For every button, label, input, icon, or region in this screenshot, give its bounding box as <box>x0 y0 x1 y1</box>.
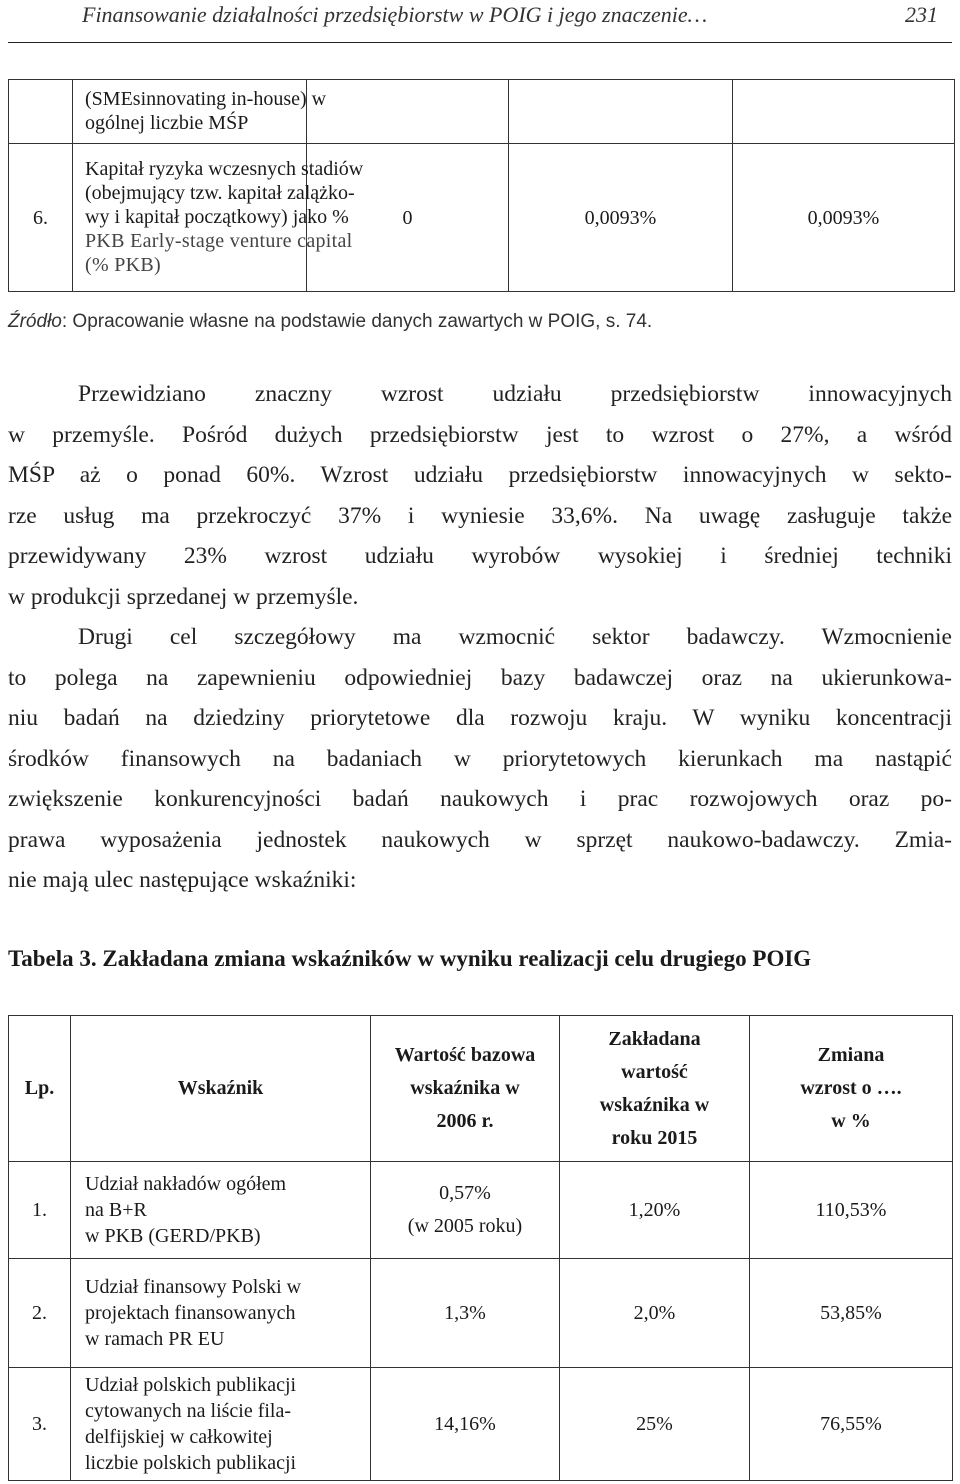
indicator-line: PKB Early-stage venture capital <box>85 229 353 252</box>
indicator-line: cytowanych na liście fila- <box>85 1400 292 1422</box>
base-line: 0,57% <box>439 1182 491 1204</box>
cell-change: 53,85% <box>750 1259 953 1368</box>
cell-change: 76,55% <box>750 1368 953 1481</box>
indicator-line: projektach finansowanych <box>85 1302 296 1324</box>
paragraph-line: Przewidziano znaczny wzrost udziału przedsiębiorstw innowacyjnych <box>78 381 952 407</box>
table-cell-target: 0,0093% <box>509 144 733 292</box>
cell-indicator <box>71 1259 371 1368</box>
paragraph-line: niu badań na dziedziny priorytetowe dla rozwoju kraju. W wyniku koncentracji <box>8 705 952 731</box>
paragraph-line: w produkcji sprzedanej w przemyśle. <box>8 583 359 610</box>
paragraph-line: środków finansowych na badaniach w priorytetowych kierunkach ma nastąpić <box>8 745 952 772</box>
table-row <box>9 1162 953 1259</box>
paragraph-line: MŚP aż o ponad 60%. Wzrost udziału przedsiębiorstw innowacyjnych w sekto- <box>8 462 952 488</box>
table-cell-base: 0 <box>307 144 509 292</box>
indicator-line: wy i kapitał początkowy) jako % <box>85 205 349 228</box>
cell-lp: 1. <box>9 1162 71 1259</box>
header-line: wskaźnika w <box>410 1077 520 1099</box>
table-cell-lp <box>9 80 73 144</box>
header-line: Zmiana <box>817 1044 885 1066</box>
paragraph-line: nie mają ulec następujące wskaźniki: <box>8 867 357 893</box>
indicator-line: delfijskiej w całkowitej <box>85 1426 273 1448</box>
header-line: wskaźnika w <box>599 1093 710 1116</box>
paragraph-line: prawa wyposażenia jednostek naukowych w sprzęt naukowo-badawczy. Zmia- <box>8 826 952 853</box>
table-continued <box>8 79 955 292</box>
cell-indicator <box>71 1368 371 1481</box>
cell-target: 2,0% <box>560 1259 750 1368</box>
table-row <box>9 1259 953 1368</box>
paragraph-2 <box>8 617 952 901</box>
header-line: roku 2015 <box>611 1126 698 1149</box>
header-base <box>371 1016 560 1162</box>
table-cell-base <box>307 80 509 144</box>
table-header-row <box>9 1016 953 1162</box>
table-caption: Tabela 3. Zakładana zmiana wskaźników w wyniku realizacji celu drugiego POIG <box>8 946 812 971</box>
cell-base <box>371 1162 560 1259</box>
header-line: 2006 r. <box>436 1110 494 1132</box>
running-header <box>8 0 952 43</box>
table-cell-change <box>733 80 955 144</box>
paragraph-line: zwiększenie konkurencyjności badań naukowych i prac rozwojowych oraz po- <box>8 786 952 812</box>
table-row <box>9 144 955 292</box>
cell-indicator <box>71 1162 371 1259</box>
indicator-line: (obejmujący tzw. kapitał zalążko- <box>85 181 355 204</box>
header-change <box>750 1016 953 1162</box>
table-cell-indicator <box>73 144 364 292</box>
header-lp: Lp. <box>9 1016 71 1162</box>
header-line: Wartość bazowa <box>394 1044 536 1066</box>
cell-base: 1,3% <box>371 1259 560 1368</box>
indicator-line: Udział finansowy Polski w <box>85 1276 302 1298</box>
cell-change: 110,53% <box>750 1162 953 1259</box>
indicator-line: Udział nakładów ogółem <box>85 1173 287 1195</box>
table-row <box>9 1368 953 1481</box>
paragraph-1 <box>8 374 952 617</box>
cell-target: 1,20% <box>560 1162 750 1259</box>
cell-base: 14,16% <box>371 1368 560 1481</box>
header-line: wartość <box>621 1060 688 1083</box>
source-label: Źródło <box>8 311 62 332</box>
indicator-line: w ramach PR EU <box>85 1328 225 1350</box>
header-indicator: Wskaźnik <box>71 1016 371 1162</box>
running-header-title: Finansowanie działalności przedsiębiorstw w POIG i jego znaczenie… <box>82 2 708 27</box>
paragraph-line: rze usług ma przekroczyć 37% i wyniesie 33,6%. Na uwagę zasługuje także <box>8 502 952 529</box>
page-number: 231 <box>905 2 938 27</box>
source-note <box>8 311 652 333</box>
header-line: wzrost o …. <box>800 1077 902 1099</box>
indicator-line: (SMEsinnovating in-house) w <box>85 87 327 110</box>
table-cell-indicator <box>73 80 327 144</box>
indicator-line: Kapitał ryzyka wczesnych stadiów <box>85 157 364 180</box>
header-target <box>560 1016 750 1162</box>
paragraph-line: Drugi cel szczegółowy ma wzmocnić sektor badawczy. Wzmocnienie <box>78 624 952 650</box>
table-row <box>9 80 955 144</box>
paragraph-line: w przemyśle. Pośród dużych przedsiębiorstw jest to wzrost o 27%, a wśród <box>8 421 952 448</box>
table-cell-target <box>509 80 733 144</box>
table-3 <box>8 1015 953 1481</box>
indicator-line: Udział polskich publikacji <box>85 1374 297 1396</box>
table-cell-lp: 6. <box>9 144 73 292</box>
paragraph-line: to polega na zapewnieniu odpowiedniej bazy badawczej oraz na ukierunkowa- <box>8 664 952 691</box>
cell-target: 25% <box>560 1368 750 1481</box>
source-text: : Opracowanie własne na podstawie danych zawartych w POIG, s. 74. <box>61 311 653 332</box>
cell-lp: 3. <box>9 1368 71 1481</box>
paragraph-line: przewidywany 23% wzrost udziału wyrobów wysokiej i średniej techniki <box>8 543 952 569</box>
header-line: Zakładana <box>608 1027 701 1050</box>
indicator-line: liczbie polskich publikacji <box>85 1452 297 1474</box>
table-cell-change: 0,0093% <box>733 144 955 292</box>
cell-lp: 2. <box>9 1259 71 1368</box>
indicator-line: w PKB (GERD/PKB) <box>85 1225 261 1247</box>
indicator-line: (% PKB) <box>85 253 161 276</box>
base-line: (w 2005 roku) <box>407 1215 523 1237</box>
indicator-line: ogólnej liczbie MŚP <box>85 111 249 134</box>
header-line: w % <box>831 1110 871 1132</box>
indicator-line: na B+R <box>85 1199 147 1221</box>
